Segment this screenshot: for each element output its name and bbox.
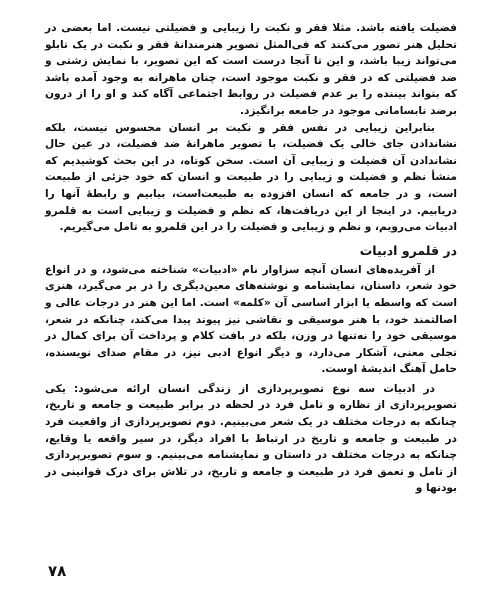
paragraph-3: از آفریده‌های انسان آنچه سزاوار نام «ادبیات» شناخته می‌شود، و در انواع خود شعر، داستان، نمایشنامه و نوشته‌های معین‌دیگری را در بر می‌گیرد، هنری است که واسطه یا ابزار اساسی آن «کلمه» است. اما این هنر در درجات عالی و اصالتمند خود، با هنر موسیقی و نقاشی نیز پیوند پیدا می‌کند، چنانکه در شعر، موسیقی خود را نه‌تنها در وزن، بلکه در بافت کلام و پرداخت آن برای کمال در تجلی معنی، آشکار می‌دارد، و دیگر انواع ادبی نیز، در مقام صدای نویسنده، حامل آهنگ اندیشهٔ اوست.: [45, 263, 457, 376]
document-page: [45, 20, 457, 497]
paragraph-4: در ادبیات سه نوع تصویرپردازی از زندگی انسان ارائه می‌شود: یکی تصویرپردازی از نظاره و تامل فرد در لحظه در برابر طبیعت و جامعه و تاریخ، چنانکه به درجات مختلف در یک شعر می‌بینیم. دوم تصویرپردازی از واقعیت فرد در طبیعت و جامعه و تاریخ در ارتباط با افراد دیگر، در سیر واقعه یا وقایع، چنانکه به درجات مختلف در داستان و نمایشنامه می‌بینیم. و سوم تصویرپردازی از تامل و تعمق فرد در طبیعت و جامعه و تاریخ، در تلاش برای درک قوانینی در بودنها و: [45, 382, 457, 495]
paragraph-1: فضیلت یافته باشد. مثلا فقر و نکبت را زیبایی و فضیلتی نیست. اما بعضی در تحلیل هنر تصور می‌کنند که فی‌المثل تصویر هنرمندانهٔ فقر و نکبت در یک تابلو می‌تواند زیبا باشد، و این تا آنجا درست است که این تصویر، با نمایش زشتی و ضد فضیلتی که در فقر و نکبت موجود است، چنان ماهرانه به وجود آمده باشد که بتواند بیننده را بر عدم فضیلت در روابط اجتماعی آگاه کند و او را از درون برضد نابسامانی موجود در جامعه برانگیزد.: [45, 22, 457, 117]
paragraph-2: بنابراین زیبایی در نفس فقر و نکبت بر انسان محسوس نیست، بلکه نشاندادن جای خالی یک فضیلت، با تصویر ماهرانهٔ ضد فضیلت، در عین حال نشاندادن آن فضیلت و زیبایی آن است. سخن کوتاه، در این بحث کوشیدیم که منشأ نظم و فضیلت و زیبایی را در طبیعت و انسان که خود جزئی از طبیعت است، و در جامعه که انسان افزوده به طبیعت‌است، بیابیم و رابطهٔ آنها را دریابیم. در اینجا از این دریافت‌ها، که نظم و فضیلت و زیبایی است به قلمرو ادبیات می‌رویم، و نظم و زیبایی و فضیلت را در این قلمرو به تامل می‌گیریم.: [45, 121, 457, 234]
section-heading: در قلمرو ادبیات: [359, 242, 457, 258]
page-number: ۷۸: [48, 562, 67, 580]
